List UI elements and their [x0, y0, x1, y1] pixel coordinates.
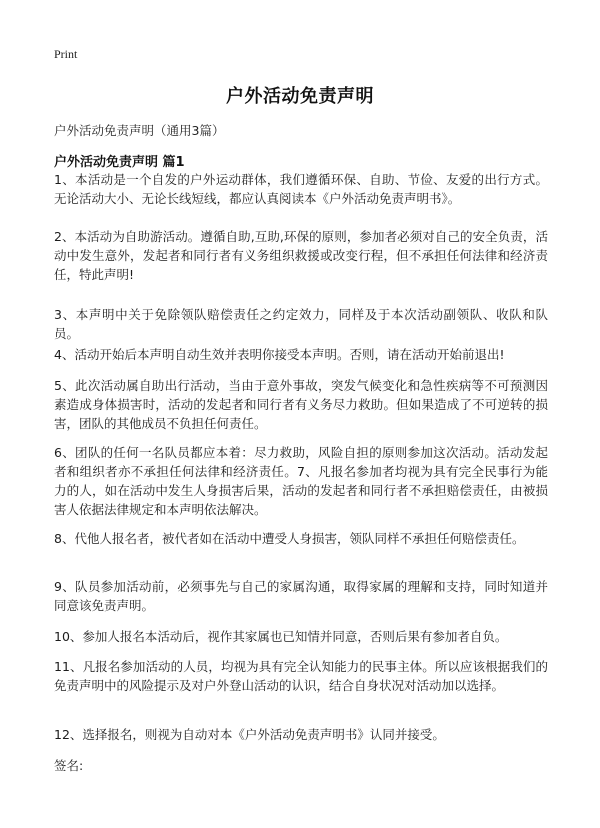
paragraph-9: 9、队员参加活动前，必须事先与自己的家属沟通，取得家属的理解和支持，同时知道并同意该免责声明。 — [54, 579, 548, 613]
paragraph-11: 11、凡报名参加活动的人员，均视为具有完全认知能力的民事主体。所以应该根据我们的免责声明中的风险提示及对户外登山活动的认识，结合自身状况对活动加以选择。 — [54, 659, 548, 693]
paragraph-6: 6、团队的任何一名队员都应本着：尽力救助，风险自担的原则参加这次活动。活动发起者和组织者亦不承担任何法律和经济责任。7、凡报名参加者均视为具有完全民事行为能力的人，如在活动中发生人身损害后果，活动的发起者和同行者不承担赔偿责任，由被损害人依据法律规定和本声明依法解决。 — [54, 445, 548, 517]
paragraph-5: 5、此次活动属自助出行活动，当由于意外事故，突发气候变化和急性疾病等不可预测因素造成身体损害时，活动的发起者和同行者有义务尽力救助。但如果造成了不可逆转的损害，团队的其他成员不负担任何责任。 — [54, 378, 548, 431]
document-title: 户外活动免责声明 — [226, 86, 374, 107]
paragraph-12: 12、选择报名，则视为自动对本《户外活动免责声明书》认同并接受。 — [54, 727, 445, 742]
paragraph-8: 8、代他人报名者，被代者如在活动中遭受人身损害，领队同样不承担任何赔偿责任。 — [54, 531, 525, 546]
paragraph-1: 1、本活动是一个自发的户外运动群体，我们遵循环保、自助、节俭、友爱的出行方式。无论活动大小、无论长线短线，都应认真阅读本《户外活动免责声明书》。 — [54, 172, 548, 206]
section-heading: 户外活动免责声明 篇1 — [54, 155, 185, 170]
paragraph-2: 2、本活动为自助游活动。遵循自助,互助,环保的原则，参加者必须对自己的安全负责，活动中发生意外，发起者和同行者有义务组织救援或改变行程，但不承担任何法律和经济责任，特此声明! — [54, 229, 548, 282]
document-subtitle: 户外活动免责声明（通用3篇） — [54, 123, 225, 138]
paragraph-10: 10、参加人报名本活动后，视作其家属也已知情并同意，否则后果有参加者自负。 — [54, 629, 508, 644]
paragraph-3: 3、本声明中关于免除领队赔偿责任之约定效力，同样及于本次活动副领队、收队和队员。 — [54, 307, 548, 341]
signature-label: 签名: — [54, 758, 84, 773]
paragraph-4: 4、活动开始后本声明自动生效并表明你接受本声明。否则，请在活动开始前退出! — [54, 347, 505, 362]
print-label: Print — [54, 47, 78, 61]
